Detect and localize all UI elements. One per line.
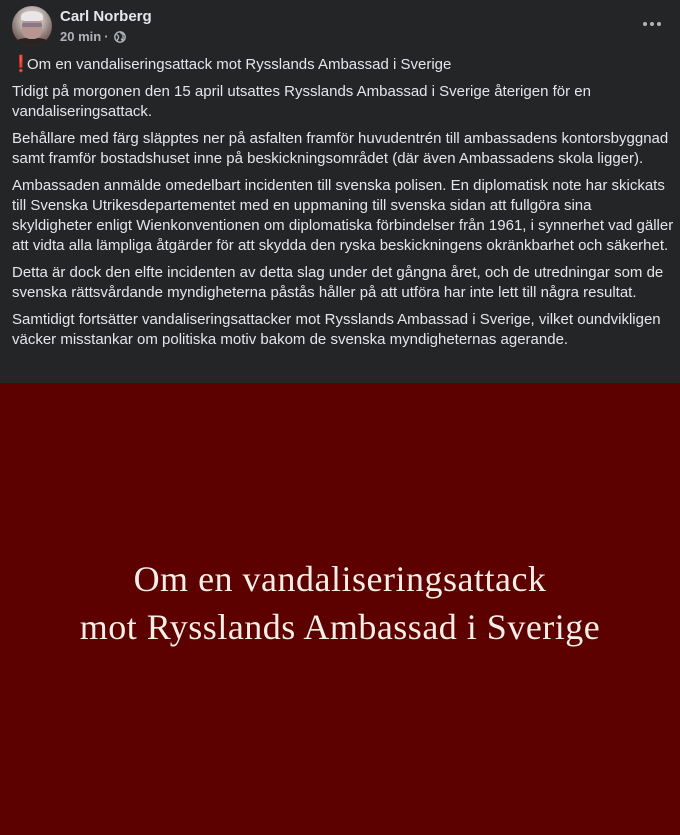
post-paragraph: Behållare med färg släpptes ner på asfalten framför huvudentrén till ambassadens kontorsbyggnad samt framför bostadshuset inne på beskickningsområdet (där även Ambassadens skola ligger). [12,130,669,167]
more-options-icon [643,22,647,26]
more-options-icon-dot [657,22,661,26]
post-timestamp[interactable]: 20 min [60,29,102,44]
image-caption [0,555,680,651]
post-title: Om en vandaliseringsattack mot Rysslands Ambassad i Sverige [27,56,452,73]
post-meta [60,29,126,44]
post-text [12,55,674,357]
post-paragraph: Ambassaden anmälde omedelbart incidenten till svenska polisen. En diplomatisk note har skickats till Svenska Utrikesdepartementet med en uppmaning till svenska sidan att fullgöra sina skyldigheter enligt Wienkonventionen om diplomatiska förbindelser från 1961, i synnerhet vad gäller att vidta alla lämpliga åtgärder för att skydda den ryska beskickningens okränkbarhet och säkerhet. [12,177,674,254]
author-avatar[interactable] [12,6,52,46]
post-paragraph: Samtidigt fortsätter vandaliseringsattacker mot Rysslands Ambassad i Sverige, vilket oundvikligen väcker misstankar om politiska motiv bakom de svenska myndigheternas agerande. [12,311,661,348]
post-title-line [12,55,674,75]
image-caption-line: Om en vandaliseringsattack [133,559,547,599]
post-paragraph: Detta är dock den elfte incidenten av detta slag under det gångna året, och de utredningar som de svenska rättsvårdande myndigheterna påstås håller på att utföra har inte lett till några resultat. [12,264,664,301]
image-caption-line: mot Rysslands Ambassad i Sverige [79,607,601,647]
post-header [0,0,680,52]
author-name[interactable]: Carl Norberg [60,8,152,25]
more-options-icon-dot [650,22,654,26]
avatar-body [14,38,50,46]
more-options-button[interactable] [638,14,666,34]
globe-icon[interactable] [114,31,126,43]
meta-separator: · [104,29,109,44]
avatar-hair [21,11,43,21]
post-image[interactable] [0,383,680,835]
avatar-glasses [22,23,42,27]
post-paragraph: Tidigt på morgonen den 15 april utsattes Rysslands Ambassad i Sverige återigen för en vandaliseringsattack. [12,83,591,120]
exclamation-icon: ❗ [11,56,31,73]
